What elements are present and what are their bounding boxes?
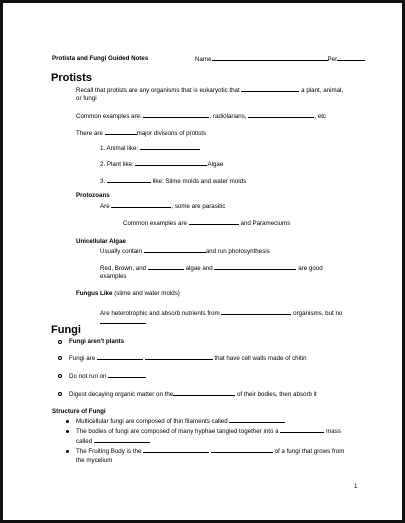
protozoans-are: Are , some are parasitic (100, 203, 226, 210)
divisions-line: There are major divisions of protists (76, 130, 207, 137)
fungi-are-line: Fungi are that have cell walls made of chitin (69, 355, 307, 362)
blank[interactable] (94, 438, 150, 443)
blank[interactable] (135, 161, 207, 166)
name-blank[interactable] (212, 56, 328, 61)
bullet-dot (66, 450, 69, 453)
funguslike-blank-line[interactable] (100, 319, 146, 326)
list-fungus: 3. like: Slime molds and water molds (100, 178, 247, 185)
blank[interactable] (148, 265, 184, 270)
recall-line: Recall that protists are any organisms that is eukaryotic that a plant, animal, (76, 87, 344, 94)
blank[interactable] (111, 203, 171, 208)
protozoans-examples: Common examples are and Parameciums (123, 220, 291, 227)
algae-colors: Red, Brown, and algae and are good (100, 265, 323, 272)
blank[interactable] (107, 178, 151, 183)
blank[interactable] (241, 87, 299, 92)
bullet-circle (58, 374, 62, 378)
blank[interactable] (143, 448, 209, 453)
blank[interactable] (140, 145, 200, 150)
bullet-circle (58, 356, 62, 360)
blank[interactable] (214, 265, 296, 270)
doc-title: Protista and Fungi Guided Notes (52, 55, 149, 62)
blank[interactable] (229, 418, 285, 423)
name-label: Name (195, 56, 212, 63)
blank[interactable] (105, 130, 137, 135)
protists-heading: Protists (51, 72, 92, 84)
list-plant: 2. Plant like: Algae (100, 161, 224, 168)
blank[interactable] (189, 220, 239, 225)
bullet-circle (58, 392, 62, 396)
blank[interactable] (145, 355, 213, 360)
bullet-dot (66, 420, 69, 423)
algae-heading: Unicellular Algae (76, 238, 126, 245)
algae-usually: Usually contain and run photosynthesis (100, 248, 270, 255)
funguslike-heading-line: Fungus Like (slime and water molds) (76, 290, 180, 297)
blank[interactable] (143, 113, 209, 118)
blank[interactable] (280, 428, 324, 433)
blank[interactable] (97, 355, 143, 360)
fungi-run-line: Do not run on (69, 373, 146, 380)
per-label: Per (327, 56, 338, 63)
structure-b1: Multicellular fungi are composed of thin filaments called (76, 418, 285, 425)
protozoans-heading: Protozoans (76, 192, 110, 199)
blank[interactable] (144, 248, 206, 253)
fungi-heading: Fungi (51, 324, 81, 336)
blank[interactable] (248, 113, 314, 118)
structure-heading: Structure of Fungi (52, 408, 106, 415)
bullet-circle (58, 340, 62, 344)
funguslike-heading: Fungus Like (76, 290, 113, 297)
per-blank[interactable] (337, 56, 365, 61)
blank[interactable] (108, 373, 146, 378)
name-field[interactable] (195, 56, 365, 63)
fungi-not-plants: Fungi aren't plants (69, 338, 125, 345)
algae-colors-2: examples (100, 273, 127, 280)
examples-line: Common examples are: , radiolarians, , etc (76, 113, 327, 120)
structure-b3: The Fruiting Body is the of a fungi that grows from (76, 448, 345, 455)
funguslike-hetero: Are heterotrophic and absorb nutrients from organisms, but no (100, 310, 343, 317)
blank[interactable] (211, 448, 273, 453)
recall-line-2: or fungi (76, 95, 97, 102)
blank[interactable] (100, 319, 146, 324)
structure-b2-line2: called (76, 438, 150, 445)
blank[interactable] (221, 310, 291, 315)
page-number: 1 (354, 483, 358, 490)
bullet-dot (66, 430, 69, 433)
structure-b3-line2: the mycelium (76, 457, 113, 464)
structure-b2: The bodies of fungi are composed of many hyphae tangled together into a mass (76, 428, 341, 435)
blank[interactable] (173, 391, 235, 396)
fungi-digest-line: Digest decaying organic matter on the of their bodies, then absorb it (69, 391, 317, 398)
list-animal: 1. Animal like: (100, 145, 200, 152)
